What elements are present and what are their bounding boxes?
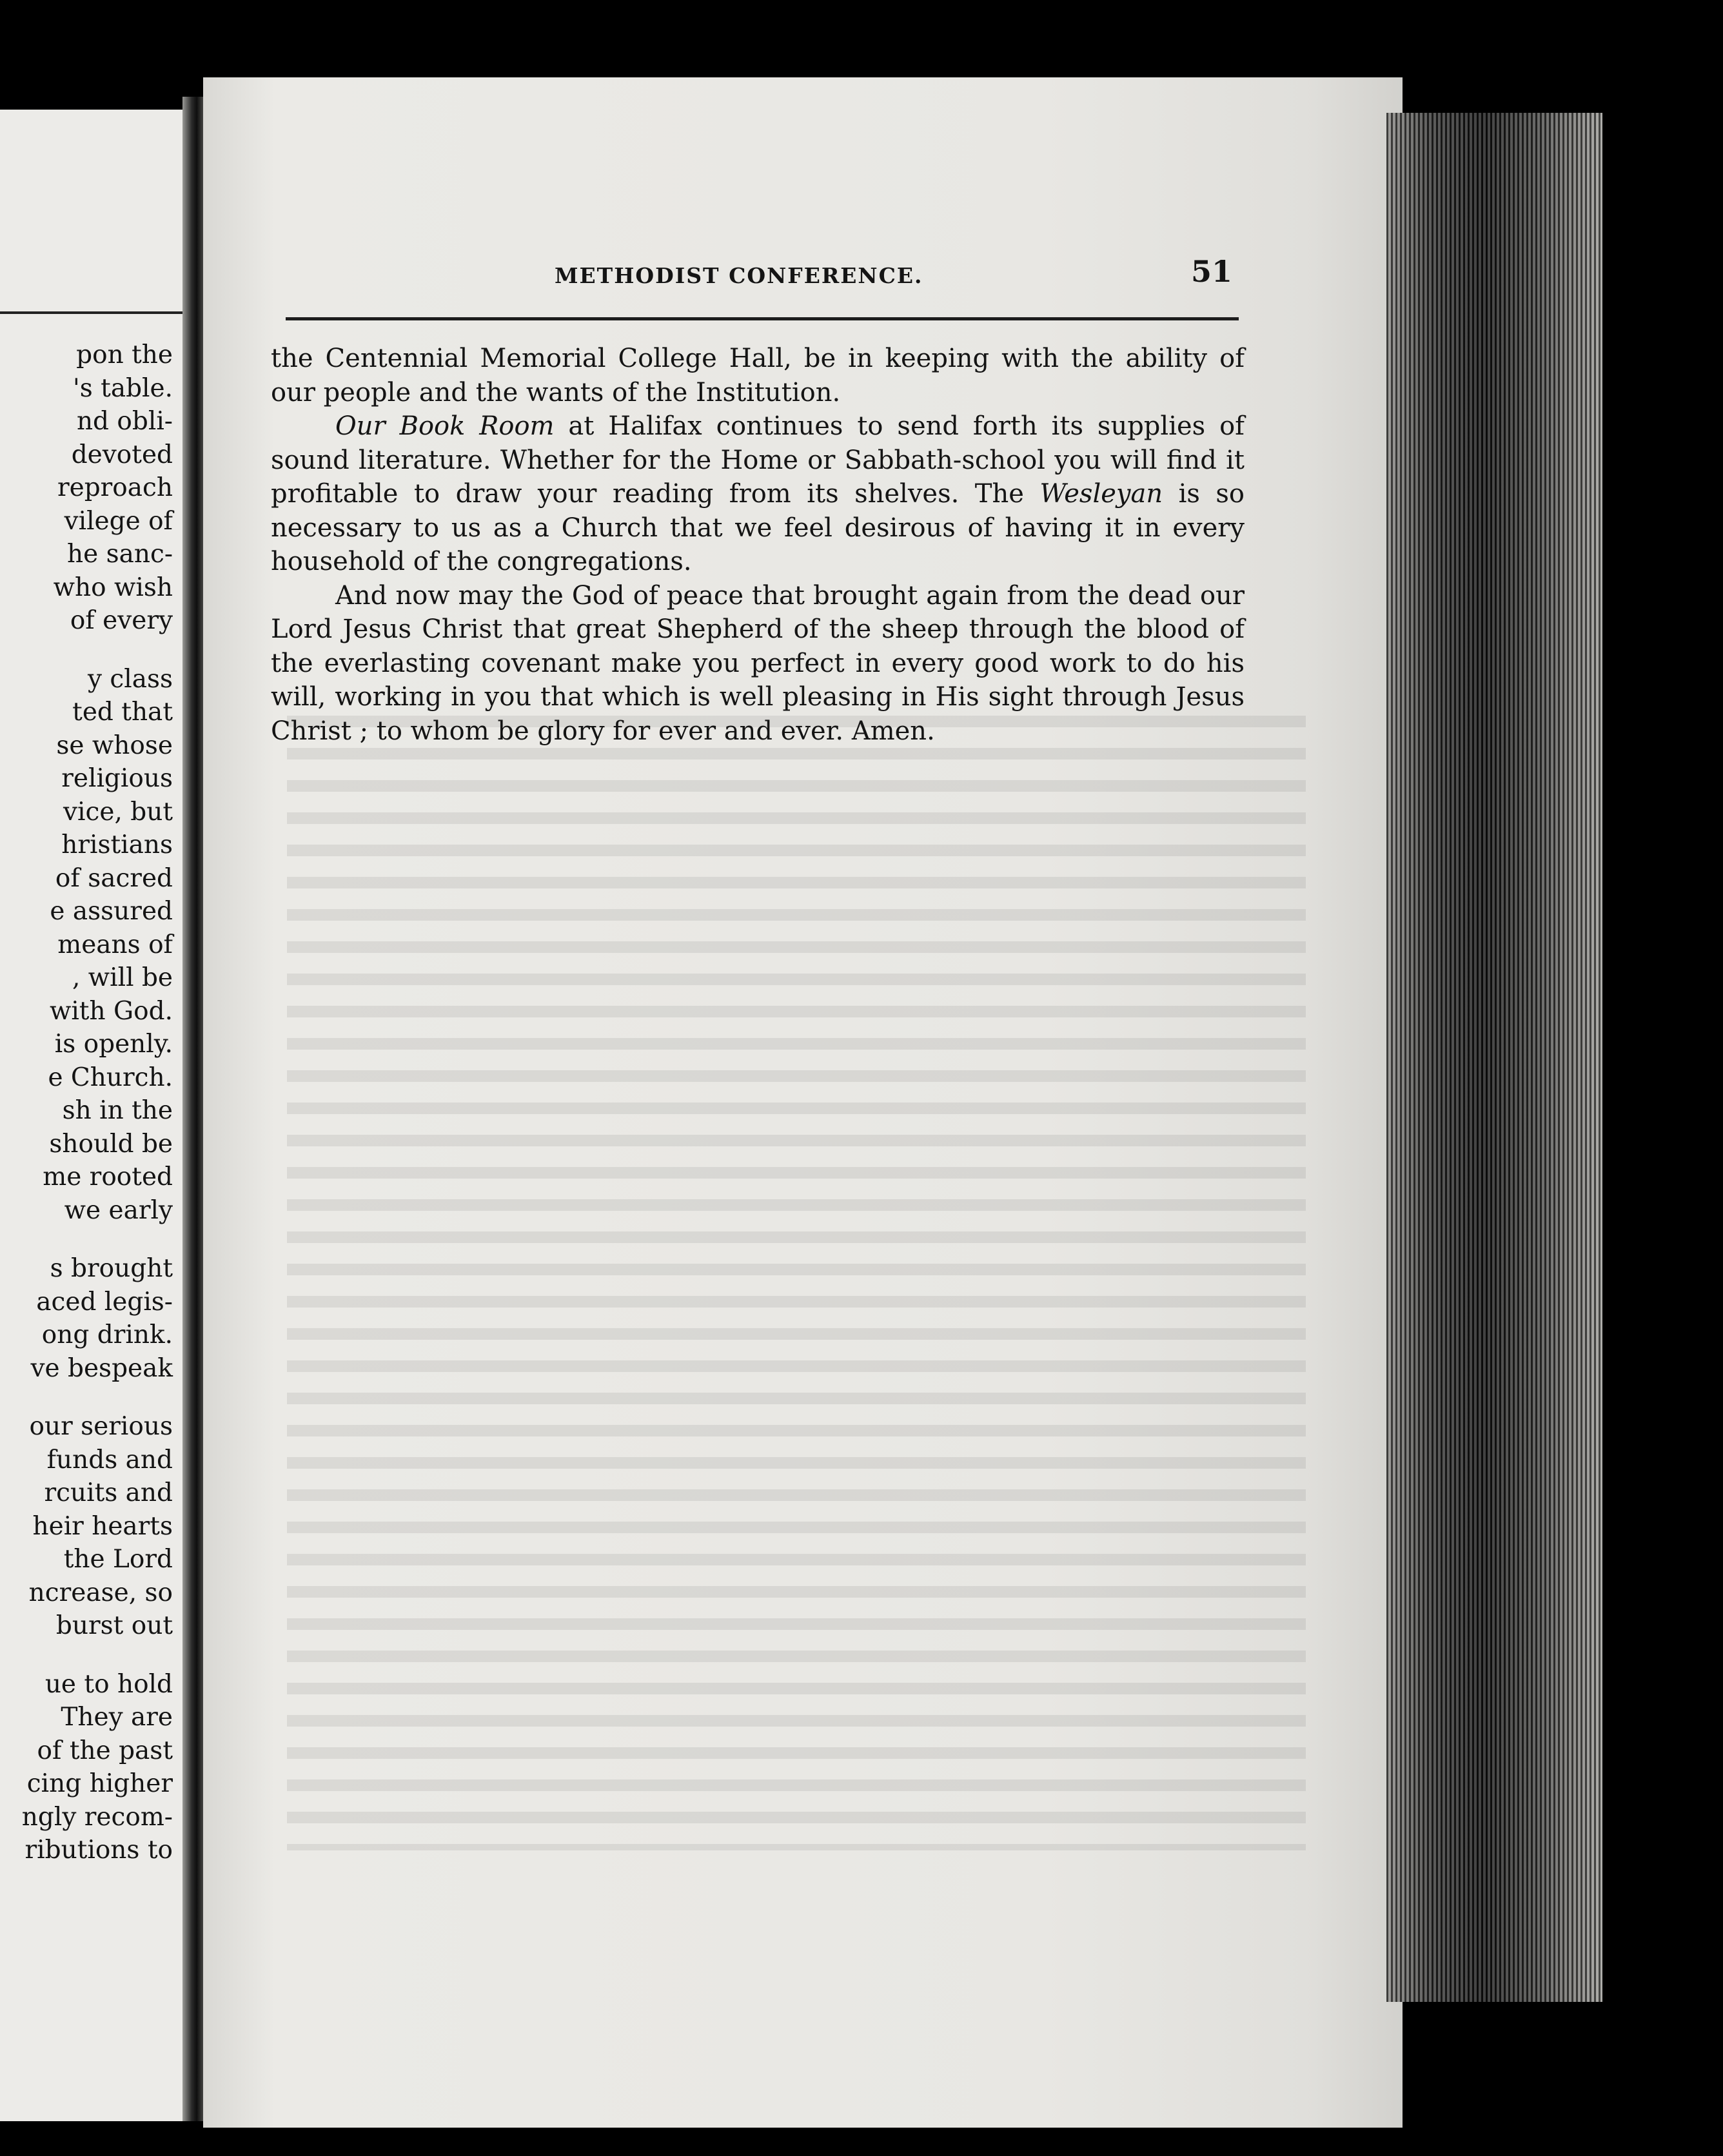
paragraph-1-text: the Centennial Memorial College Hall, be in keeping with the ability of our people and the wants of the Institution. <box>271 344 1245 407</box>
paragraph-2-text-a: at Halifax continues to send forth its supplies of sound literature. Whether for the Home or Sabbath-school you will find it profitable to draw your reading from its shelves. The <box>271 411 1245 509</box>
left-page-paragraph-gap <box>0 1643 173 1668</box>
left-page-line: devoted <box>71 440 173 469</box>
left-page-header-rule <box>0 311 188 314</box>
left-facing-page <box>0 110 188 2121</box>
left-page-line: me rooted <box>43 1162 173 1191</box>
left-page-line: y class <box>87 664 173 694</box>
left-page-line: ngly recom- <box>21 1802 173 1832</box>
left-page-text-column <box>0 338 173 1867</box>
left-page-line: burst out <box>55 1611 173 1640</box>
bleed-through-text <box>287 716 1306 1850</box>
left-page-line: should be <box>49 1129 173 1159</box>
left-page-paragraph-gap <box>0 1227 173 1252</box>
left-page-line: ncrease, so <box>28 1578 173 1607</box>
left-page-line: of sacred <box>55 863 173 893</box>
left-page-line: s brought <box>50 1254 173 1283</box>
left-page-line: vice, but <box>63 797 173 827</box>
left-page-line: se whose <box>56 730 173 760</box>
left-page-line: cing higher <box>26 1769 173 1798</box>
left-page-line: is openly. <box>54 1030 173 1059</box>
page-number: 51 <box>1191 254 1233 289</box>
left-page-line: we early <box>64 1195 173 1225</box>
left-page-line: the Lord <box>63 1545 173 1574</box>
left-page-line: rcuits and <box>44 1478 173 1507</box>
left-page-line: ted that <box>72 698 173 727</box>
left-page-paragraph-gap <box>0 1385 173 1410</box>
paragraph-3 <box>271 579 1245 749</box>
wesleyan-italic: Wesleyan <box>1039 479 1163 509</box>
left-page-line: They are <box>61 1703 173 1732</box>
left-page-line: 's table. <box>73 373 173 403</box>
left-page-line: hristians <box>61 830 173 859</box>
left-page-line: who wish <box>53 573 173 602</box>
left-page-line: ve bespeak <box>30 1353 173 1383</box>
paragraph-2 <box>271 409 1245 579</box>
main-page <box>203 77 1403 2128</box>
left-page-line: sh in the <box>62 1096 173 1125</box>
left-page-line: nd obli- <box>76 407 173 436</box>
left-page-line: funds and <box>46 1445 173 1475</box>
left-page-line: ong drink. <box>41 1320 173 1349</box>
page-stack-fore-edge <box>1386 113 1602 2002</box>
left-page-line: vilege of <box>64 506 173 536</box>
book-room-italic: Our Book Room <box>335 411 555 441</box>
left-page-line: religious <box>61 764 173 793</box>
left-page-line: heir hearts <box>32 1511 173 1541</box>
running-header: METHODIST CONFERENCE. <box>555 263 923 288</box>
left-page-line: aced legis- <box>36 1287 173 1317</box>
left-page-line: pon the <box>76 340 173 369</box>
left-page-line: , will be <box>72 963 173 992</box>
left-page-line: of the past <box>37 1736 173 1765</box>
left-page-line: with God. <box>49 996 173 1026</box>
left-page-line: ue to hold <box>44 1669 173 1699</box>
left-page-paragraph-gap <box>0 638 173 663</box>
left-page-line: e assured <box>50 897 173 926</box>
header-rule <box>286 317 1239 320</box>
left-page-line: he sanc- <box>67 540 173 569</box>
left-page-line: our serious <box>29 1412 173 1441</box>
page-body <box>271 342 1245 748</box>
left-page-line: ributions to <box>25 1836 173 1865</box>
paragraph-3-text: And now may the God of peace that brought again from the dead our Lord Jesus Christ that great Shepherd of the sheep through the blood of the everlasting covenant make you perfect in every good work to do his will, working in you that which is well pleasing in His sight through Jesus Christ ; to whom be glory for ever and ever. Amen. <box>271 580 1245 746</box>
paragraph-1 <box>271 342 1245 409</box>
left-page-line: of every <box>70 606 173 635</box>
left-page-line: means of <box>57 930 173 959</box>
left-page-line: e Church. <box>48 1063 173 1092</box>
paragraph-2-text-b: is so necessary to us as a Church that we feel desirous of having it in every household of the congregations. <box>271 479 1245 576</box>
left-page-line: reproach <box>57 473 173 502</box>
